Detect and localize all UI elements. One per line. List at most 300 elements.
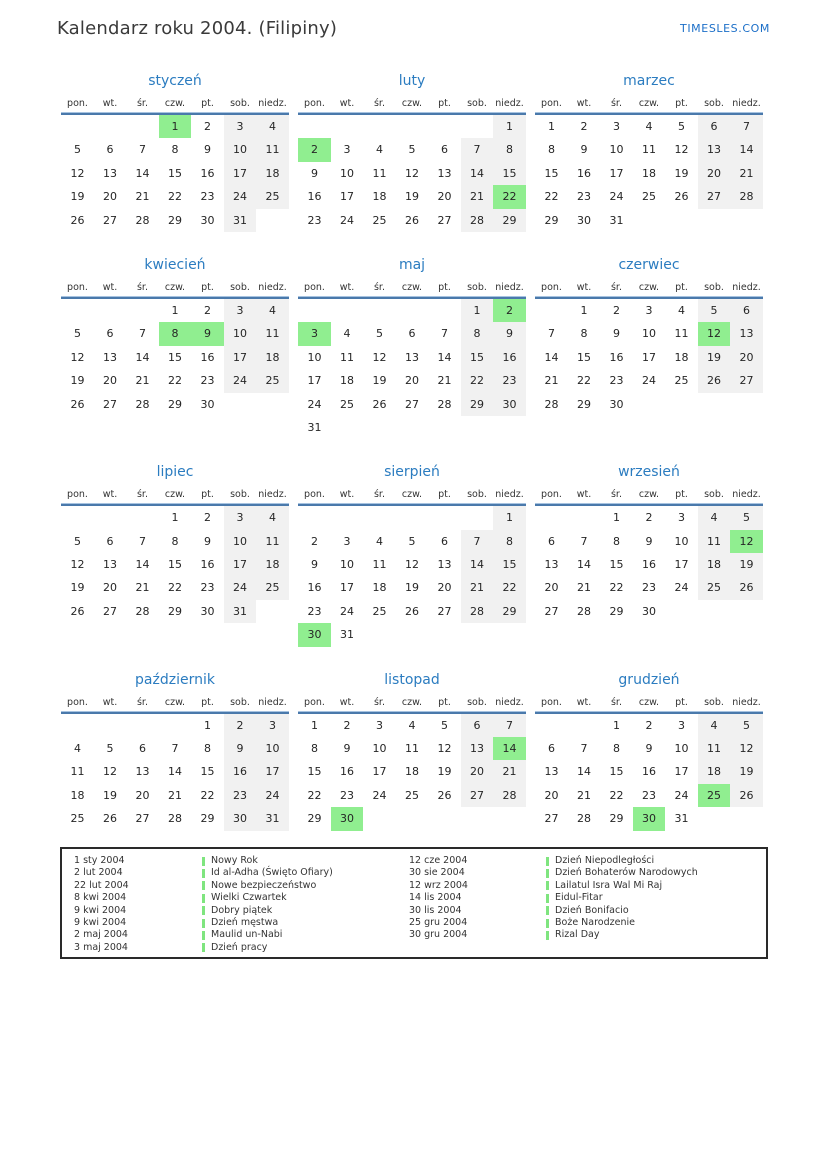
month-title: listopad [384, 671, 440, 688]
day-cell: 8 [171, 143, 179, 157]
months-grid [57, 70, 769, 831]
day-cell-empty [428, 115, 461, 138]
days-grid [298, 714, 526, 831]
weekday-header [298, 96, 526, 112]
day-cell-holiday: 2 [493, 299, 526, 322]
legend-holiday-name: Maulid un-Nabi [211, 929, 283, 941]
day-cell: 11 [372, 558, 387, 572]
day-cell: 12 [405, 558, 419, 572]
day-cell: 24 [224, 576, 257, 599]
day-cell: 15 [609, 765, 624, 779]
day-cell: 27 [135, 812, 150, 826]
day-cell: 18 [642, 166, 656, 180]
month-lipiec [57, 461, 293, 623]
legend-date: 8 kwi 2004 [74, 892, 127, 904]
legend-holiday-name: Lailatul Isra Wal Mi Raj [555, 879, 663, 891]
day-cell: 14 [577, 765, 591, 779]
day-cell: 19 [70, 190, 85, 204]
day-cell: 28 [730, 185, 763, 208]
legend-holiday-name: Rizal Day [555, 929, 600, 941]
day-cell: 16 [200, 350, 215, 364]
day-cell: 13 [544, 765, 559, 779]
legend-holiday-name: Nowy Rok [211, 855, 258, 866]
day-cell: 4 [256, 506, 289, 529]
day-cell: 19 [70, 374, 85, 388]
day-cell: 10 [340, 558, 354, 572]
day-cell: 27 [405, 397, 419, 411]
day-cell: 7 [139, 143, 146, 157]
month-grudzień [531, 669, 767, 831]
day-cell: 2 [204, 303, 211, 317]
day-cell-empty [94, 299, 127, 322]
day-cell: 9 [204, 534, 211, 548]
day-cell: 6 [408, 327, 416, 341]
weekday-label: wt. [102, 281, 118, 293]
day-cell: 4 [376, 143, 383, 157]
day-cell: 21 [577, 581, 591, 595]
weekday-header [535, 695, 763, 711]
legend-holiday-name: Dzień męstwa [211, 916, 279, 928]
month-maj [294, 254, 530, 439]
day-cell: 17 [224, 162, 257, 185]
day-cell: 18 [698, 760, 731, 783]
day-cell: 5 [730, 714, 763, 737]
day-cell: 3 [645, 303, 653, 317]
day-cell: 5 [74, 143, 81, 157]
weekday-label: sob. [704, 281, 724, 293]
day-cell: 8 [204, 742, 211, 756]
day-cell: 14 [135, 350, 150, 364]
day-cell: 29 [609, 604, 624, 618]
day-cell: 3 [613, 120, 620, 133]
day-cell: 12 [70, 166, 85, 180]
day-cell: 2 [580, 120, 588, 133]
weekday-header [298, 695, 526, 711]
day-cell: 23 [200, 190, 215, 204]
holiday-marker-icon [202, 869, 205, 878]
day-cell: 23 [307, 213, 322, 227]
legend-holiday-name: Dobry piątek [211, 904, 273, 916]
legend-date: 30 gru 2004 [409, 929, 468, 941]
day-cell: 29 [461, 393, 494, 416]
day-cell: 15 [577, 350, 591, 364]
day-cell-empty [363, 115, 396, 138]
legend-entry [202, 917, 409, 929]
day-cell: 16 [200, 558, 215, 572]
day-cell: 20 [544, 788, 559, 802]
day-cell: 8 [580, 327, 588, 341]
day-cell: 5 [698, 299, 731, 322]
weekday-label: śr. [136, 696, 148, 708]
day-cell: 25 [340, 397, 354, 411]
day-cell: 23 [200, 581, 215, 595]
month-październik [57, 669, 293, 831]
day-cell: 7 [580, 534, 588, 548]
day-cell: 29 [168, 213, 182, 227]
day-cell: 21 [437, 374, 452, 388]
days-grid [61, 115, 289, 232]
legend-date: 22 lut 2004 [74, 879, 129, 891]
legend-entry [546, 942, 760, 954]
day-cell: 30 [200, 397, 215, 411]
site-link[interactable]: TIMESLES.COM [680, 22, 770, 35]
day-cell: 31 [609, 213, 624, 227]
weekday-label: pt. [675, 489, 688, 501]
day-cell: 28 [135, 397, 150, 411]
day-cell: 17 [674, 765, 689, 779]
legend-date: 30 sie 2004 [409, 867, 465, 879]
day-cell: 9 [311, 558, 318, 572]
day-cell: 24 [224, 369, 257, 392]
day-cell: 14 [135, 166, 150, 180]
day-cell: 10 [372, 742, 387, 756]
day-cell: 2 [311, 534, 318, 548]
day-cell: 25 [372, 213, 387, 227]
weekday-label: czw. [638, 98, 660, 109]
day-cell: 11 [405, 742, 419, 756]
day-cell: 21 [168, 788, 182, 802]
legend-holiday-name: Dzień Bonifacio [555, 904, 629, 916]
day-cell: 22 [544, 190, 559, 204]
day-cell-holiday: 2 [298, 138, 331, 161]
holiday-marker-icon [546, 894, 549, 903]
day-cell: 30 [224, 807, 257, 830]
day-cell-empty [94, 115, 127, 138]
weekday-label: czw. [164, 281, 186, 293]
weekday-label: czw. [638, 489, 660, 501]
day-cell: 28 [577, 604, 591, 618]
day-cell-holiday: 3 [298, 322, 331, 345]
day-cell: 19 [730, 760, 763, 783]
day-cell: 24 [340, 213, 354, 227]
day-cell: 24 [674, 788, 689, 802]
day-cell: 6 [106, 143, 114, 157]
day-cell: 9 [224, 737, 257, 760]
day-cell: 27 [103, 604, 117, 618]
day-cell-holiday: 22 [493, 185, 526, 208]
day-cell: 4 [256, 115, 289, 138]
day-cell: 26 [70, 213, 85, 227]
legend-date: 30 lis 2004 [409, 904, 462, 916]
legend-holiday-name: Boże Narodzenie [555, 916, 635, 928]
weekday-label: pt. [675, 98, 688, 109]
legend-holiday-name: Nowe bezpieczeństwo [211, 879, 317, 891]
weekday-label: niedz. [495, 696, 524, 708]
day-cell: 6 [461, 714, 494, 737]
weekday-label: śr. [373, 281, 385, 293]
day-cell: 16 [307, 190, 322, 204]
weekday-label: czw. [164, 489, 186, 501]
day-cell: 21 [544, 374, 559, 388]
day-cell: 15 [168, 166, 182, 180]
day-cell: 19 [103, 788, 117, 802]
day-cell: 27 [698, 185, 731, 208]
weekday-label: pt. [201, 98, 214, 109]
day-cell-empty [126, 115, 159, 138]
day-cell: 25 [372, 604, 387, 618]
weekday-label: pt. [201, 696, 214, 708]
legend-holiday-name: Dzień Bohaterów Narodowych [555, 867, 698, 879]
day-cell: 17 [256, 760, 289, 783]
day-cell: 29 [493, 600, 526, 623]
month-luty [294, 70, 530, 232]
days-grid [535, 714, 763, 831]
day-cell: 11 [340, 350, 354, 364]
day-cell: 3 [376, 718, 383, 732]
day-cell: 31 [307, 420, 322, 434]
weekday-label: pt. [675, 281, 688, 293]
day-cell: 3 [343, 534, 351, 548]
day-cell-empty [363, 506, 396, 529]
day-cell: 22 [609, 581, 624, 595]
day-cell: 12 [103, 765, 117, 779]
day-cell: 7 [461, 530, 494, 553]
weekday-header [298, 487, 526, 503]
day-cell: 20 [103, 190, 117, 204]
day-cell: 29 [168, 604, 182, 618]
legend-date: 2 lut 2004 [74, 867, 123, 879]
day-cell: 25 [70, 812, 85, 826]
weekday-label: niedz. [732, 489, 761, 501]
weekday-label: pon. [541, 281, 562, 293]
weekday-label: wt. [102, 98, 118, 109]
legend-holiday-name: Eidul-Fitar [555, 892, 603, 904]
day-cell: 29 [544, 213, 559, 227]
weekday-header [535, 487, 763, 503]
day-cell: 13 [437, 166, 452, 180]
day-cell-empty [298, 506, 331, 529]
day-cell: 1 [311, 718, 318, 732]
day-cell: 16 [642, 558, 656, 572]
day-cell: 21 [135, 374, 150, 388]
day-cell: 7 [171, 742, 179, 756]
days-grid [535, 115, 763, 232]
day-cell: 23 [200, 374, 215, 388]
weekday-label: śr. [136, 281, 148, 293]
day-cell: 4 [408, 718, 416, 732]
day-cell: 16 [577, 166, 591, 180]
day-cell: 23 [577, 190, 591, 204]
weekday-label: niedz. [732, 98, 761, 109]
day-cell: 12 [730, 737, 763, 760]
day-cell: 14 [544, 350, 559, 364]
legend-date: 14 lis 2004 [409, 892, 462, 904]
month-title: marzec [623, 73, 675, 89]
day-cell: 25 [405, 788, 419, 802]
day-cell: 4 [678, 303, 685, 317]
day-cell-empty [61, 115, 94, 138]
month-wrzesień [531, 461, 767, 623]
weekday-label: pon. [304, 98, 325, 109]
days-grid [61, 506, 289, 623]
weekday-label: pt. [675, 696, 688, 708]
day-cell: 10 [224, 322, 257, 345]
day-cell: 5 [408, 534, 416, 548]
day-cell: 6 [441, 534, 448, 548]
weekday-label: czw. [638, 281, 660, 293]
day-cell: 15 [200, 765, 215, 779]
day-cell: 13 [103, 558, 117, 572]
day-cell: 10 [609, 143, 624, 157]
legend-entry [546, 880, 760, 892]
day-cell: 29 [609, 812, 624, 826]
day-cell-holiday: 12 [730, 530, 763, 553]
day-cell: 12 [70, 350, 85, 364]
day-cell: 20 [730, 346, 763, 369]
month-title: grudzień [618, 671, 680, 688]
day-cell: 7 [493, 714, 526, 737]
weekday-label: wt. [339, 696, 355, 708]
day-cell: 21 [730, 162, 763, 185]
legend-holiday-name: Dzień Niepodległości [555, 855, 655, 866]
day-cell: 23 [609, 374, 624, 388]
day-cell-holiday: 25 [698, 784, 731, 807]
weekday-label: śr. [610, 489, 622, 501]
day-cell: 4 [698, 506, 731, 529]
day-cell: 26 [70, 604, 85, 618]
day-cell: 11 [642, 143, 656, 157]
day-cell: 7 [139, 327, 146, 341]
weekday-header [61, 280, 289, 296]
day-cell: 20 [135, 788, 150, 802]
day-cell-empty [535, 299, 568, 322]
day-cell-holiday: 14 [493, 737, 526, 760]
legend-grid [74, 855, 760, 954]
day-cell: 20 [437, 190, 452, 204]
day-cell: 20 [437, 581, 452, 595]
day-cell: 23 [340, 788, 354, 802]
day-cell-empty [331, 115, 364, 138]
day-cell: 30 [493, 393, 526, 416]
day-cell-holiday: 12 [698, 322, 731, 345]
day-cell: 18 [256, 346, 289, 369]
day-cell: 30 [609, 397, 624, 411]
weekday-header [61, 487, 289, 503]
day-cell: 28 [544, 397, 559, 411]
days-grid [298, 115, 526, 232]
weekday-label: śr. [373, 489, 385, 501]
day-cell: 26 [103, 812, 117, 826]
days-grid [535, 506, 763, 623]
weekday-label: sob. [230, 489, 250, 501]
weekday-label: sob. [230, 696, 250, 708]
day-cell: 10 [674, 534, 689, 548]
day-cell: 14 [461, 162, 494, 185]
day-cell: 17 [224, 553, 257, 576]
weekday-label: pon. [541, 489, 562, 501]
weekday-label: wt. [339, 98, 355, 109]
day-cell-empty [568, 714, 601, 737]
days-grid [298, 299, 526, 439]
day-cell: 1 [171, 511, 179, 525]
legend-entry [202, 929, 409, 941]
day-cell: 3 [256, 714, 289, 737]
legend-entry [202, 855, 409, 867]
day-cell: 9 [645, 534, 653, 548]
day-cell: 4 [343, 327, 351, 341]
legend-date: 1 sty 2004 [74, 855, 125, 866]
day-cell: 22 [493, 576, 526, 599]
day-cell-empty [159, 714, 192, 737]
weekday-label: śr. [136, 98, 148, 109]
weekday-header [61, 96, 289, 112]
day-cell-empty [331, 506, 364, 529]
day-cell: 9 [645, 742, 653, 756]
day-cell: 22 [609, 788, 624, 802]
day-cell: 13 [730, 322, 763, 345]
day-cell: 10 [224, 530, 257, 553]
day-cell: 20 [544, 581, 559, 595]
day-cell-empty [535, 714, 568, 737]
day-cell: 3 [224, 299, 257, 322]
weekday-label: wt. [576, 696, 592, 708]
day-cell: 13 [103, 166, 117, 180]
day-cell: 23 [224, 784, 257, 807]
weekday-label: pon. [304, 281, 325, 293]
day-cell: 20 [103, 374, 117, 388]
day-cell: 9 [204, 143, 211, 157]
day-cell: 21 [493, 760, 526, 783]
weekday-label: pt. [201, 489, 214, 501]
day-cell: 16 [340, 765, 354, 779]
day-cell: 8 [311, 742, 318, 756]
day-cell: 26 [698, 369, 731, 392]
day-cell: 27 [103, 213, 117, 227]
day-cell: 16 [642, 765, 656, 779]
day-cell: 25 [256, 576, 289, 599]
month-czerwiec [531, 254, 767, 416]
day-cell: 18 [256, 553, 289, 576]
days-grid [535, 299, 763, 416]
day-cell: 9 [343, 742, 351, 756]
legend-date: 12 cze 2004 [409, 855, 468, 866]
day-cell: 29 [307, 812, 322, 826]
weekday-label: niedz. [732, 281, 761, 293]
day-cell: 14 [168, 765, 182, 779]
day-cell: 11 [372, 166, 387, 180]
day-cell: 6 [730, 299, 763, 322]
day-cell: 1 [548, 120, 555, 133]
day-cell-empty [461, 115, 494, 138]
day-cell: 6 [698, 115, 731, 138]
day-cell: 5 [408, 143, 416, 157]
weekday-label: pt. [438, 281, 451, 293]
day-cell: 15 [461, 346, 494, 369]
day-cell: 4 [256, 299, 289, 322]
day-cell: 23 [642, 581, 656, 595]
day-cell: 13 [461, 737, 494, 760]
day-cell: 12 [674, 143, 689, 157]
day-cell: 16 [493, 346, 526, 369]
day-cell: 22 [307, 788, 322, 802]
day-cell: 4 [74, 742, 81, 756]
day-cell: 12 [70, 558, 85, 572]
day-cell: 5 [74, 327, 81, 341]
weekday-label: niedz. [258, 98, 287, 109]
weekday-label: śr. [373, 696, 385, 708]
day-cell: 28 [437, 397, 452, 411]
day-cell: 7 [580, 742, 588, 756]
day-cell: 7 [461, 138, 494, 161]
day-cell: 17 [674, 558, 689, 572]
month-title: październik [135, 671, 215, 688]
legend-date: 9 kwi 2004 [74, 916, 127, 928]
day-cell: 28 [135, 213, 150, 227]
day-cell: 17 [340, 190, 354, 204]
day-cell-empty [126, 714, 159, 737]
day-cell: 26 [405, 604, 419, 618]
day-cell: 20 [461, 760, 494, 783]
